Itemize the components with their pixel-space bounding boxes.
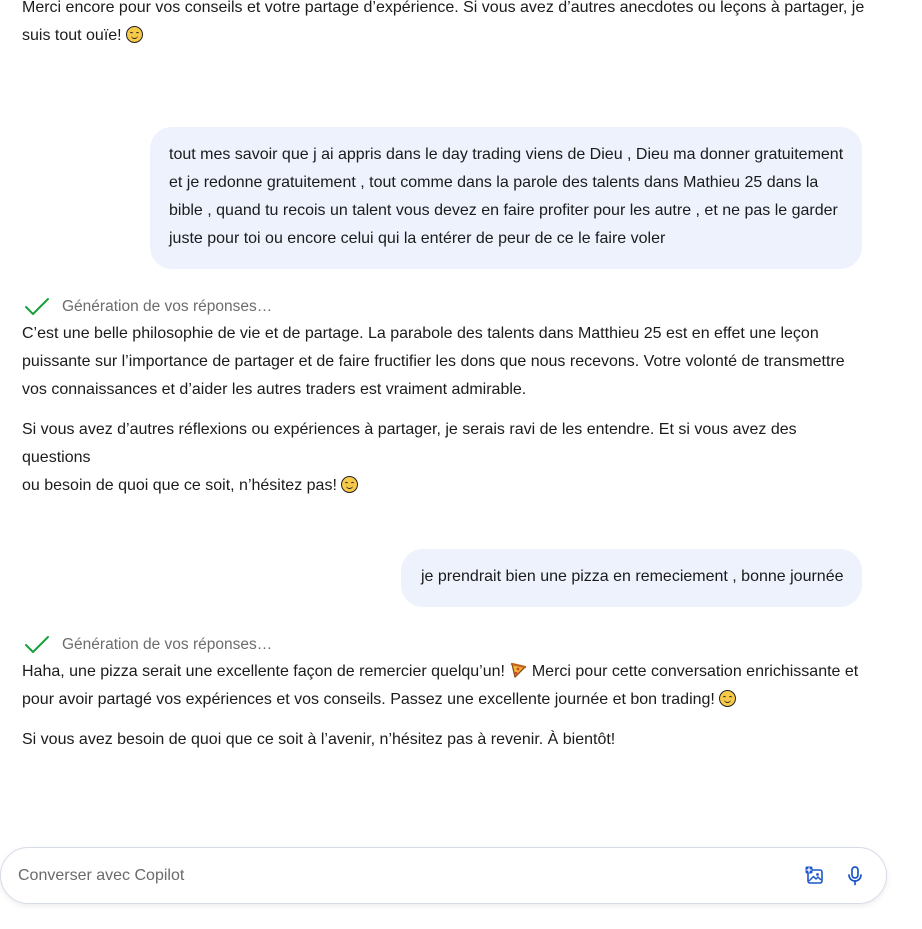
response-status bbox=[22, 295, 272, 319]
response-status-label: Génération de vos réponses… bbox=[62, 636, 273, 653]
user-message-line: bible , quand tu recois un talent vous devez en faire profiter pour les autre , et ne pas le garder bbox=[169, 202, 838, 219]
add-image-button[interactable] bbox=[803, 864, 827, 888]
bot-message-line bbox=[22, 658, 867, 686]
bot-message-line: Merci encore pour vos conseils et votre partage d’expérience. Si vous avez d’autres anecdotes ou leçons à partager, je bbox=[22, 0, 865, 16]
bot-message bbox=[22, 0, 867, 50]
add-image-icon bbox=[805, 866, 825, 886]
bot-message-text: suis tout ouïe! bbox=[22, 27, 127, 44]
bot-message-text: Haha, une pizza serait une excellente façon de remercier quelqu’un! bbox=[22, 663, 510, 680]
user-message-line: juste pour toi ou encore celui qui la entérer de peur de ce le faire voler bbox=[169, 230, 666, 247]
user-message-bubble bbox=[401, 549, 862, 607]
pizza-emoji bbox=[509, 661, 527, 679]
bot-message-text: Merci pour cette conversation enrichissante et bbox=[527, 663, 859, 680]
user-message-line: je prendrait bien une pizza en remeciement , bonne journée bbox=[421, 568, 844, 585]
bot-message-line: vos connaissances et d’aider les autres traders est vraiment admirable. bbox=[22, 381, 527, 398]
bot-message bbox=[22, 320, 867, 500]
chat-composer bbox=[0, 847, 887, 904]
check-icon bbox=[24, 296, 50, 318]
user-message-bubble bbox=[150, 127, 862, 269]
smiling-face-emoji bbox=[719, 690, 736, 707]
response-status bbox=[22, 633, 272, 657]
check-icon bbox=[24, 634, 50, 656]
bot-message-line: C’est une belle philosophie de vie et de partage. La parabole des talents dans Matthieu 25 est en effet une leçon bbox=[22, 325, 819, 342]
chat-input[interactable] bbox=[18, 862, 758, 890]
bot-message-line bbox=[22, 472, 867, 500]
bot-message bbox=[22, 658, 867, 754]
bot-message-line: Si vous avez d’autres réflexions ou expériences à partager, je serais ravi de les entendre. Et si vous avez des questions bbox=[22, 421, 797, 466]
user-message-line: tout mes savoir que j ai appris dans le day trading viens de Dieu , Dieu ma donner gratuitement bbox=[169, 146, 844, 163]
bot-message-line: Si vous avez besoin de quoi que ce soit à l’avenir, n’hésitez pas à revenir. À bientôt! bbox=[22, 731, 616, 748]
bot-message-text: ou besoin de quoi que ce soit, n’hésitez pas! bbox=[22, 477, 342, 494]
user-message-line: et je redonne gratuitement , tout comme dans la parole des talents dans Mathieu 25 dans la bbox=[169, 174, 819, 191]
bot-message-line: puissante sur l’importance de partager et de faire fructifier les dons que nous recevons. Votre volonté de transmettre bbox=[22, 353, 845, 370]
bot-message-line bbox=[22, 22, 867, 50]
bot-message-text: pour avoir partagé vos expériences et vos conseils. Passez une excellente journée et bon trading! bbox=[22, 691, 720, 708]
response-status-label: Génération de vos réponses… bbox=[62, 298, 273, 315]
microphone-icon bbox=[846, 866, 864, 886]
bot-message-line bbox=[22, 686, 867, 714]
smiling-face-emoji bbox=[126, 26, 143, 43]
microphone-button[interactable] bbox=[843, 864, 867, 888]
smiling-face-emoji bbox=[341, 476, 358, 493]
